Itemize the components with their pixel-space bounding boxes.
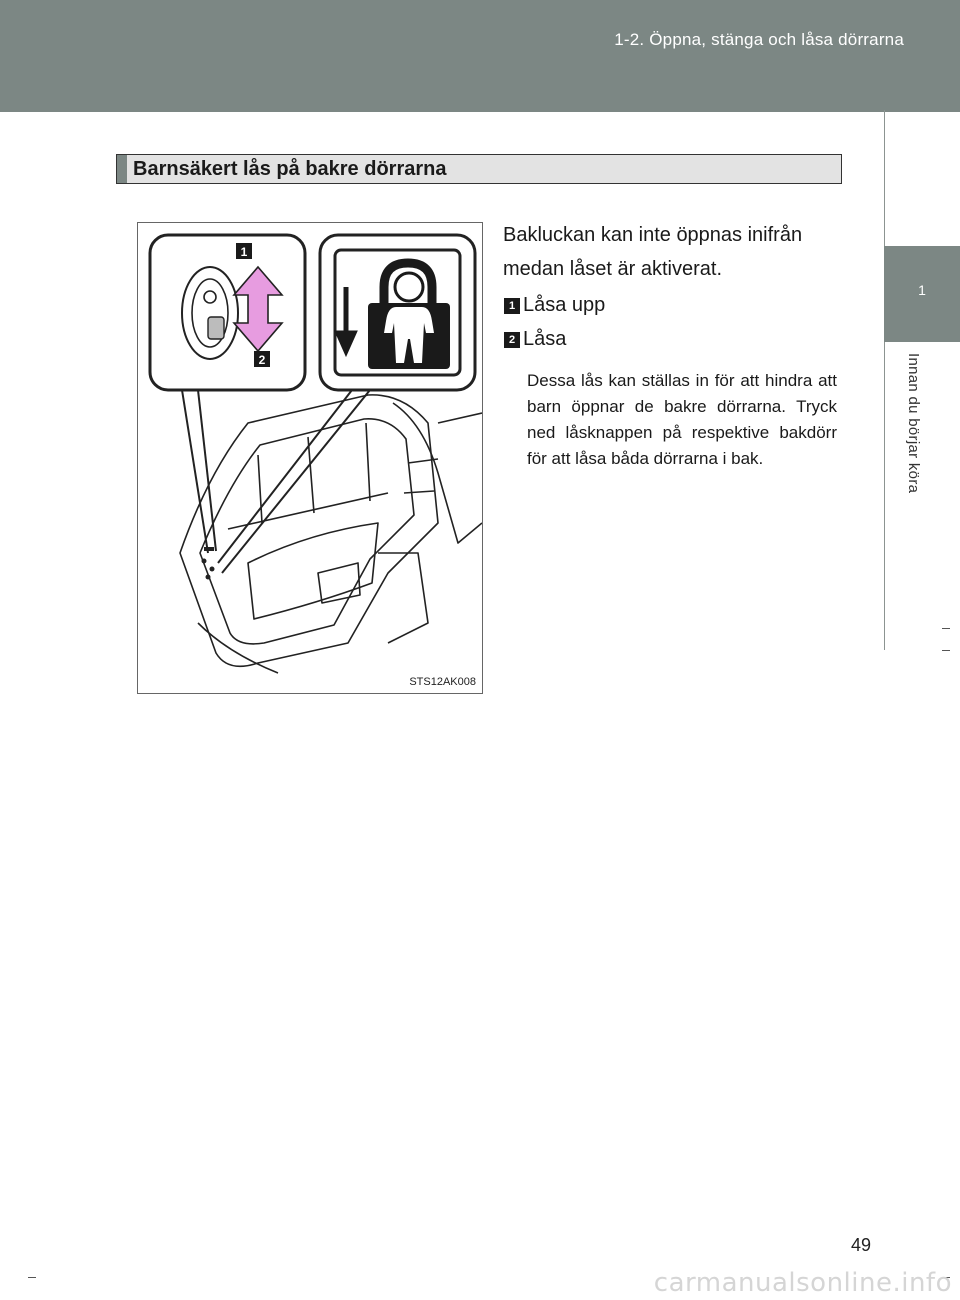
leader-line [222,390,370,573]
chapter-tab[interactable] [884,246,960,342]
chapter-section-title: 1-2. Öppna, stänga och låsa dörrarna [614,30,904,49]
chapter-tab-label: Innan du börjar köra [905,353,922,494]
child-head-icon [395,273,423,301]
intro-paragraph: Bakluckan kan inte öppnas inifrån medan låset är aktiverat. [503,224,803,280]
callout-label-1: 1 [240,245,248,259]
child-lock-illustration [137,222,483,694]
legend-item-lock [504,328,566,351]
heading-accent-bar [117,155,127,183]
crop-mark [942,650,950,651]
page-number: 49 [851,1235,872,1255]
leader-line [182,390,208,553]
legend-item-unlock [504,294,605,317]
legend-label-unlock: Låsa upp [523,294,606,316]
section-heading [116,154,842,184]
lever-knob [208,317,224,339]
car-door-outline [180,395,482,673]
watermark: carmanualsonline.info [653,1268,952,1298]
chapter-tab-number: 1 [918,282,926,298]
legend-label-lock: Låsa [523,328,567,350]
figure-code: STS12AK008 [409,676,476,688]
callout-label-2: 2 [258,353,266,367]
illustration-drawing [138,223,482,693]
crop-mark [942,628,950,629]
description-paragraph: Dessa lås kan ställas in för att hindra att barn öppnar de bakre dörrarna. Tryck ned låsknappen på respektive bakdörr för att låsa båda dörrarna i bak. [527,371,837,468]
crop-mark [28,1277,36,1278]
side-divider [884,110,885,650]
header-band [0,0,960,112]
legend-badge-2: 2 [504,332,520,348]
legend-badge-1: 1 [504,298,520,314]
section-heading-text: Barnsäkert lås på bakre dörrarna [133,158,447,180]
leader-line [198,390,216,551]
